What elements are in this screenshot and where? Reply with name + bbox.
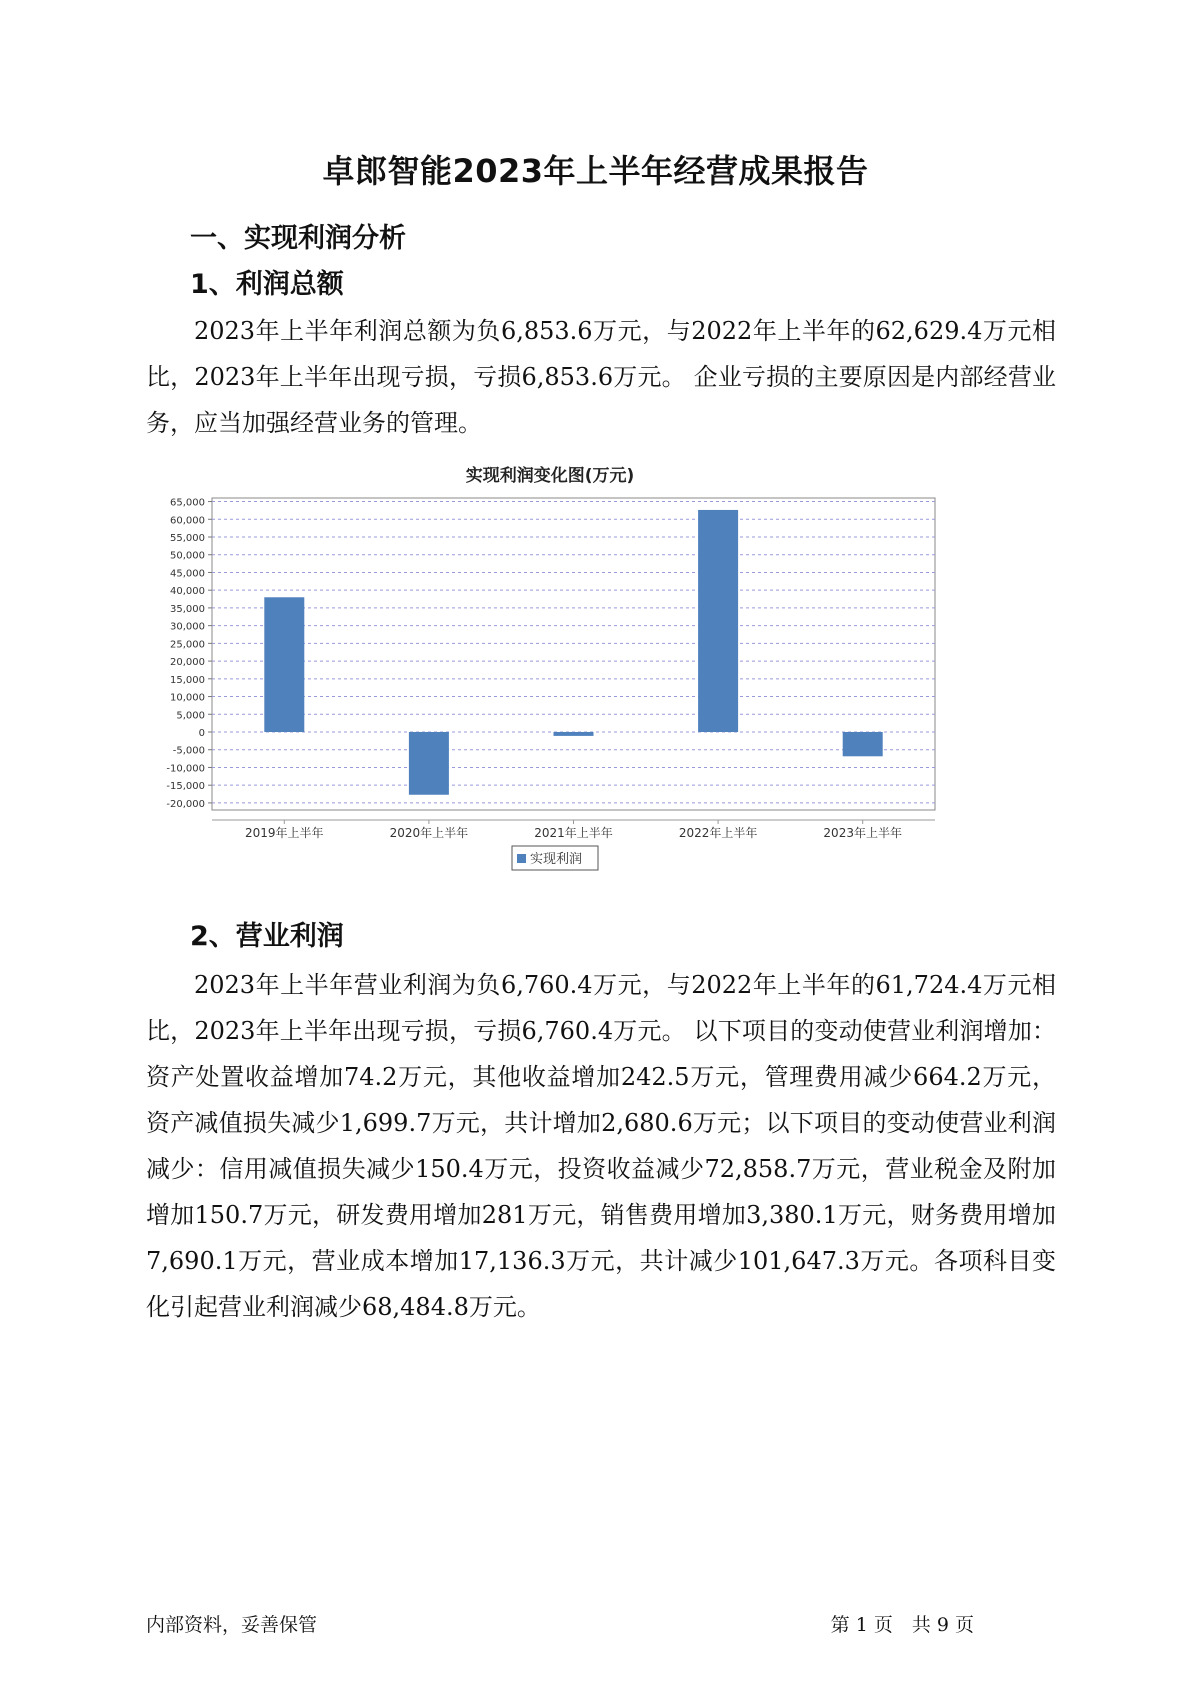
bar	[554, 732, 594, 736]
bar	[843, 732, 883, 756]
y-tick-label: 0	[198, 728, 205, 739]
footer-page-number: 第 1 页 共 9 页	[830, 1614, 974, 1636]
y-tick-label: 25,000	[170, 639, 205, 651]
page-title: 卓郎智能2023年上半年经营成果报告	[322, 152, 869, 190]
y-tick-label: 35,000	[170, 603, 205, 615]
y-tick-label: 15,000	[170, 674, 205, 686]
operating-profit-paragraph: 2023年上半年营业利润为负6,760.4万元，与2022年上半年的61,724.4万元相比，2023年上半年出现亏损，亏损6,760.4万元。 以下项目的变动使营业利润增加：资产处置收益增加74.2万元，其他收益增加242.5万元，管理费用减少664.2万元，资产减值损失减少1,699.7万元，共计增加2,680.6万元；以下项目的变动使营业利润减少：信用减值损失减少150.4万元，投资收益减少72,858.7万元，营业税金及附加增加150.7万元，研发费用增加281万元，销售费用增加3,380.1万元，财务费用增加7,690.1万元，营业成本增加17,136.3万元，共计减少101,647.3万元。各项科目变化引起营业利润减少68,484.8万元。	[146, 971, 1056, 1321]
profit-bar-chart	[150, 466, 950, 885]
y-tick-label: 60,000	[170, 515, 205, 527]
y-tick-label: 55,000	[170, 533, 205, 544]
y-tick-label: 40,000	[170, 586, 205, 598]
bar	[264, 597, 304, 732]
x-tick-label: 2020年上半年	[389, 826, 469, 840]
x-tick-label: 2021年上半年	[534, 826, 613, 840]
subsection-heading-operating-profit: 2、营业利润	[190, 921, 344, 952]
footer-confidential-note: 内部资料，妥善保管	[146, 1614, 318, 1636]
y-tick-label: 50,000	[170, 550, 205, 562]
y-tick-label: -15,000	[166, 781, 205, 793]
legend-swatch	[517, 854, 526, 863]
y-tick-label: 65,000	[170, 497, 205, 509]
bar	[698, 510, 738, 732]
y-tick-label: 20,000	[170, 657, 205, 669]
chart-legend	[512, 846, 598, 870]
x-tick-label: 2019年上半年	[245, 826, 324, 840]
section-heading-profit-analysis: 一、实现利润分析	[190, 223, 406, 254]
y-tick-label: -10,000	[166, 763, 205, 775]
x-tick-label: 2022年上半年	[678, 826, 758, 840]
legend-label: 实现利润	[530, 852, 583, 867]
chart-y-axis	[166, 498, 212, 810]
chart-plot-area	[212, 498, 935, 810]
y-tick-label: 5,000	[176, 710, 205, 722]
total-profit-paragraph: 2023年上半年利润总额为负6,853.6万元，与2022年上半年的62,629.4万元相比，2023年上半年出现亏损，亏损6,853.6万元。 企业亏损的主要原因是内部经营业务，应当加强经营业务的管理。	[146, 317, 1056, 437]
subsection-heading-total-profit: 1、利润总额	[190, 269, 344, 300]
y-tick-label: -5,000	[172, 745, 205, 757]
y-tick-label: -20,000	[166, 798, 205, 810]
bar	[409, 732, 449, 795]
chart-x-axis	[212, 820, 935, 840]
y-tick-label: 45,000	[170, 568, 205, 580]
y-tick-label: 30,000	[170, 621, 205, 633]
x-tick-label: 2023年上半年	[823, 826, 902, 840]
y-tick-label: 10,000	[170, 692, 205, 704]
chart-title: 实现利润变化图(万元)	[465, 466, 635, 486]
